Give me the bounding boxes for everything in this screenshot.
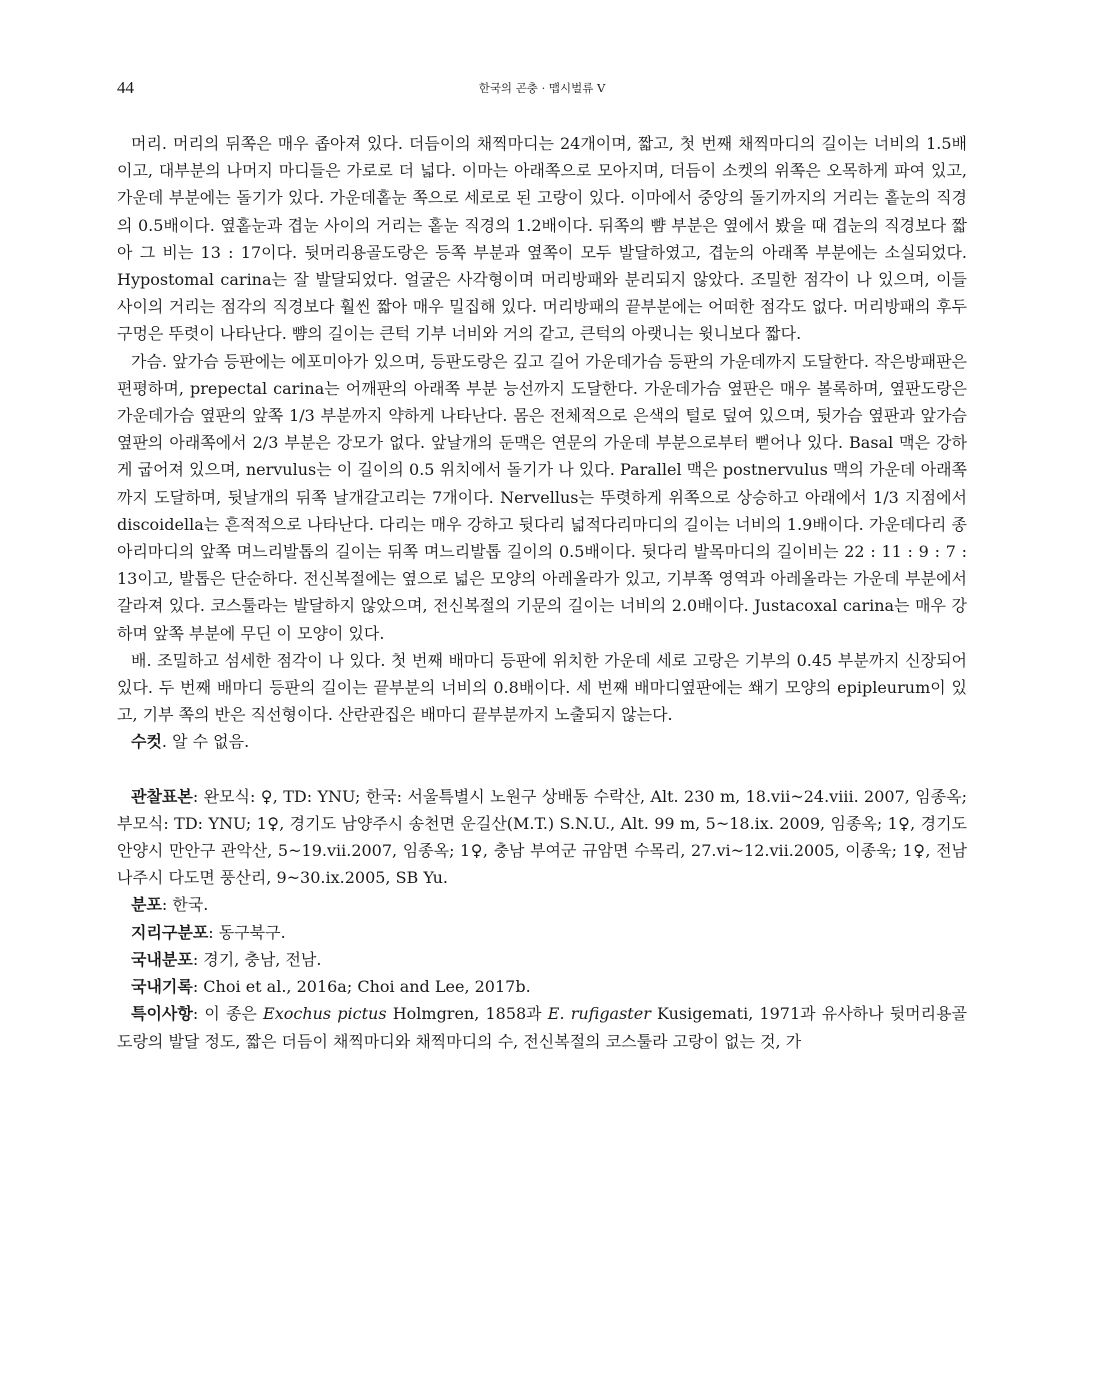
- distribution-label: 분포: [131, 895, 162, 915]
- material-examined: [117, 783, 967, 892]
- domestic-distribution: [117, 946, 967, 973]
- domestic-label: 국내분포: [131, 949, 193, 969]
- male-label: 수컷: [131, 732, 162, 752]
- domestic-records: [117, 973, 967, 1000]
- species-name-1: Exochus pictus: [263, 1004, 387, 1024]
- page-number: 44: [117, 78, 134, 97]
- zoogeo-text: : 동구북구.: [208, 922, 286, 942]
- remarks-text-mid: Holmgren, 1858과: [386, 1004, 548, 1024]
- male-text: . 알 수 없음.: [161, 732, 250, 752]
- species-name-2: E. rufigaster: [547, 1004, 651, 1024]
- distribution-text: : 한국.: [161, 895, 209, 915]
- thorax-description: 가슴. 앞가슴 등판에는 에포미아가 있으며, 등판도랑은 깊고 길어 가운데가슴 등판의 가운데까지 도달한다. 작은방패판은 편평하며, prepectal carina는 어깨판의 아래쪽 부분 능선까지 도달한다. 가운데가슴 옆판은 매우 볼록하며, 옆판도랑은 가운데가슴 옆판의 앞쪽 1/3 부분까지 약하게 나타난다. 몸은 전체적으로 은색의 털로 덮여 있으며, 뒷가슴 옆판과 앞가슴 옆판의 아래쪽에서 2/3 부분은 강모가 없다. 앞날개의 둔맥은 연문의 가운데 부분으로부터 뻗어나 있다. Basal 맥은 강하게 굽어져 있으며, nervulus는 이 길이의 0.5 위치에서 돌기가 나 있다. Parallel 맥은 postnervulus 맥의 가운데 아래쪽까지 도달하며, 뒷날개의 뒤쪽 날개갈고리는 7개이다. Nervellus는 뚜렷하게 위쪽으로 상승하고 아래에서 1/3 지점에서 discoidella는 흔적적으로 나타난다. 다리는 매우 강하고 뒷다리 넓적다리마디의 길이는 너비의 1.9배이다. 가운데다리 종아리마디의 앞쪽 며느리발톱의 길이는 뒤쪽 며느리발톱 길이의 0.5배이다. 뒷다리 발목마디의 길이비는 22 : 11 : 9 : 7 : 13이고, 발톱은 단순하다. 전신복절에는 옆으로 넓은 모양의 아레올라가 있고, 기부쪽 영역과 아레올라는 가운데 부분에서 갈라져 있다. 코스툴라는 발달하지 않았으며, 전신복절의 기문의 길이는 너비의 2.0배이다. Justacoxal carina는 매우 강하며 앞쪽 부분에 무딘 이 모양이 있다.: [117, 351, 967, 643]
- body-text: [117, 130, 967, 1055]
- remarks-text-pre: : 이 종은: [192, 1004, 264, 1024]
- remarks-text-post: Kusigemati, 1971과 유사하나 뒷머리용골도랑의 발달 정도, 짧은 더듬이 채찍마디와 채찍마디의 수, 전신복절의 코스툴라 고랑이 없는 것, 가: [117, 1004, 967, 1051]
- distribution: [117, 891, 967, 918]
- material-text: : 완모식: ♀, TD: YNU; 한국: 서울특별시 노원구 상배동 수락산, Alt. 230 m, 18.vii~24.viii. 2007, 임종옥; 부모식: TD: YNU; 1♀, 경기도 남양주시 송천면 운길산(M.T.) S.N.U., Alt. 99 m, 5~18.ix. 2009, 임종옥; 1♀, 경기도 안양시 만안구 관악산, 5~19.vii.2007, 임종옥; 1♀, 충남 부여군 규암면 수목리, 27.vi~12.vii.2005, 이종욱; 1♀, 전남 나주시 다도면 풍산리, 9~30.ix.2005, SB Yu.: [117, 786, 967, 888]
- abdomen-description: 배. 조밀하고 섬세한 점각이 나 있다. 첫 번째 배마디 등판에 위치한 가운데 세로 고랑은 기부의 0.45 부분까지 신장되어 있다. 두 번째 배마디 등판의 길이는 끝부분의 너비의 0.8배이다. 세 번째 배마디옆판에는 쐐기 모양의 epipleurum이 있고, 기부 쪽의 반은 직선형이다. 산란관집은 배마디 끝부분까지 노출되지 않는다.: [117, 650, 967, 725]
- male-description: [117, 728, 967, 755]
- domestic-text: : 경기, 충남, 전남.: [192, 949, 322, 969]
- head-description: 머리. 머리의 뒤쪽은 매우 좁아져 있다. 더듬이의 채찍마디는 24개이며, 짧고, 첫 번째 채찍마디의 길이는 너비의 1.5배이고, 대부분의 나머지 마디들은 가로로 더 넓다. 이마는 아래쪽으로 모아지며, 더듬이 소켓의 위쪽은 오목하게 파여 있고, 가운데 부분에는 돌기가 있다. 가운데홑눈 쪽으로 세로로 된 고랑이 있다. 이마에서 중앙의 돌기까지의 거리는 홑눈의 직경의 0.5배이다. 옆홑눈과 겹눈 사이의 거리는 홑눈 직경의 1.2배이다. 뒤쪽의 뺨 부분은 옆에서 봤을 때 겹눈의 직경보다 짧아 그 비는 13 : 17이다. 뒷머리용골도랑은 등쪽 부분과 옆쪽이 모두 발달하였고, 겹눈의 아래쪽 부분에는 소실되었다. Hypostomal carina는 잘 발달되었다. 얼굴은 사각형이며 머리방패와 분리되지 않았다. 조밀한 점각이 나 있으며, 이들 사이의 거리는 점각의 직경보다 훨씬 짧아 매우 밀집해 있다. 머리방패의 끝부분에는 어떠한 점각도 없다. 머리방패의 후두구멍은 뚜렷이 나타난다. 뺨의 길이는 큰턱 기부 너비와 거의 같고, 큰턱의 아랫니는 윗니보다 짧다.: [117, 134, 967, 344]
- zoogeo-label: 지리구분포: [131, 922, 209, 942]
- running-title: 한국의 곤충 · 맵시벌류 V: [478, 81, 606, 95]
- page-header: [117, 78, 967, 100]
- material-label: 관찰표본: [131, 786, 193, 806]
- remarks: [117, 1000, 967, 1054]
- remarks-label: 특이사항: [131, 1004, 193, 1024]
- zoogeographic-distribution: [117, 919, 967, 946]
- literature-label: 국내기록: [131, 977, 193, 997]
- literature-text: : Choi et al., 2016a; Choi and Lee, 2017b.: [192, 977, 531, 997]
